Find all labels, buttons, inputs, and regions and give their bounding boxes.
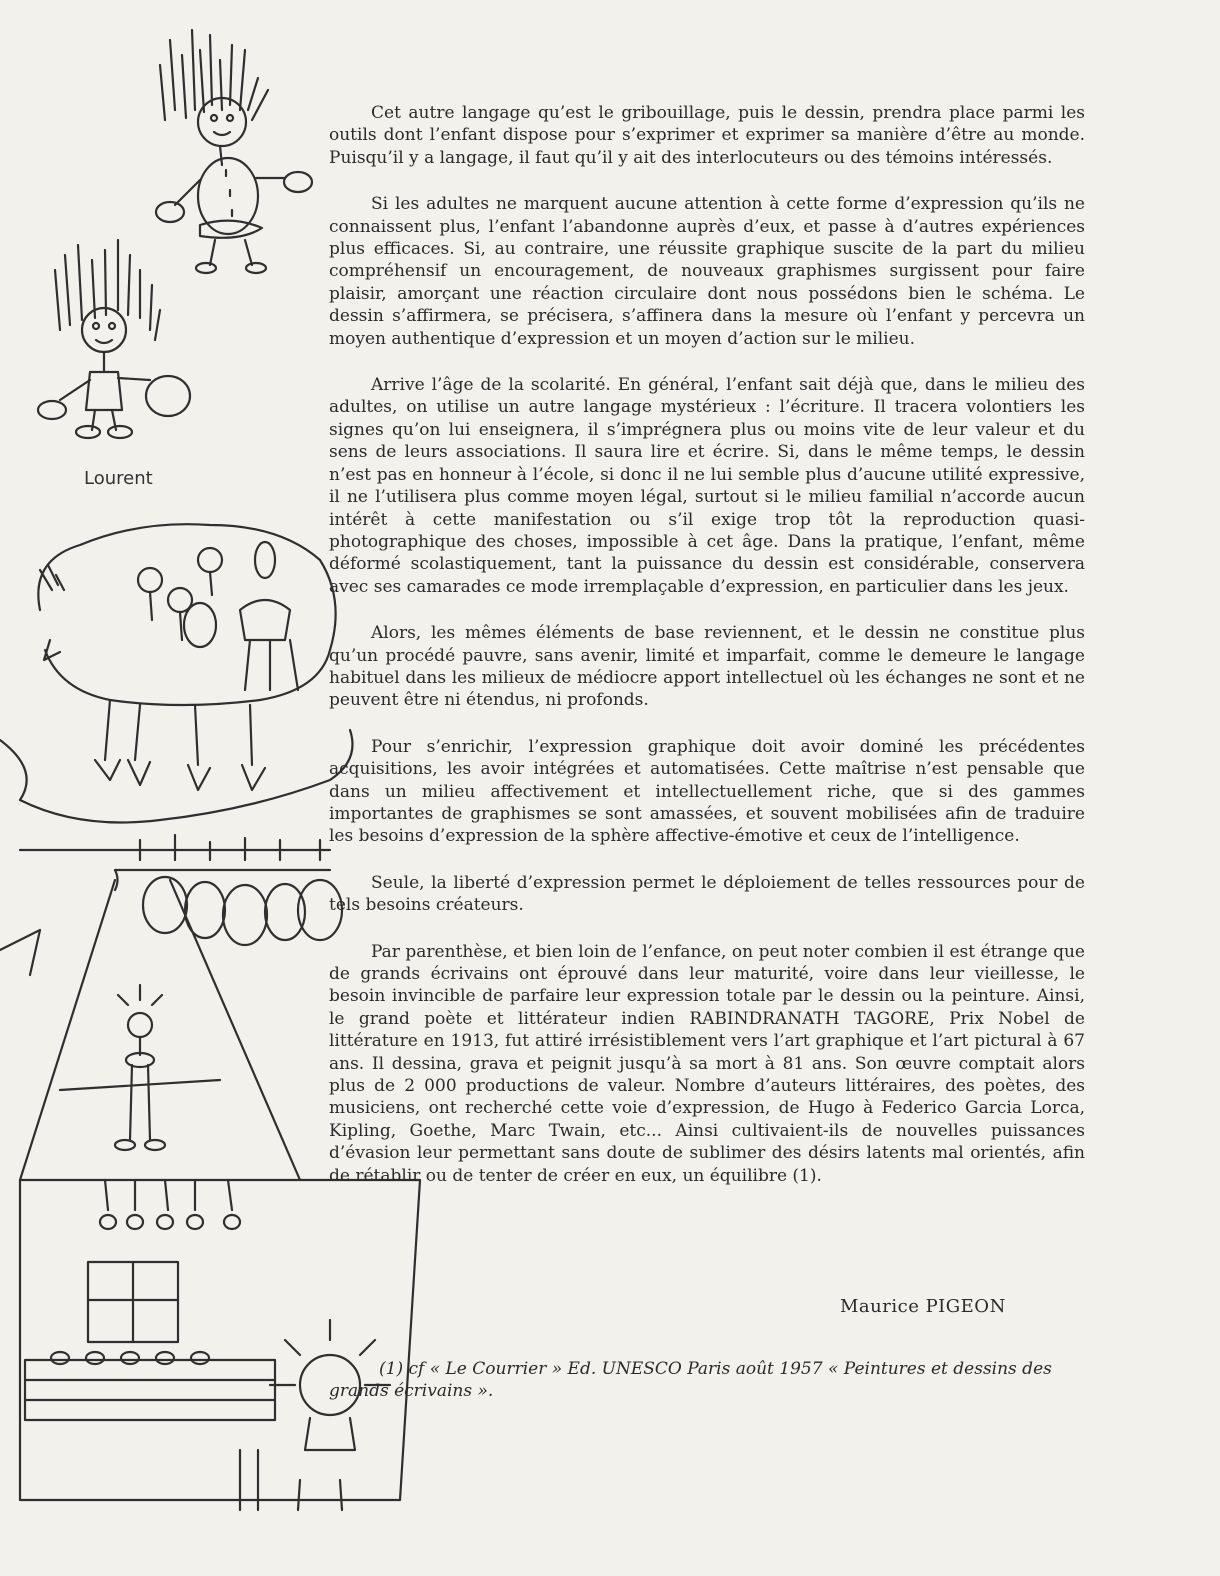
child-drawing-signature: Lourent	[84, 468, 153, 489]
author-signature: Maurice PIGEON	[840, 1296, 1006, 1317]
paragraph: Arrive l’âge de la scolarité. En général, l’enfant sait déjà que, dans le milieu des adultes, on utilise un autre langage mystérieux : l’écriture. Il tracera volontiers les signes qu’on lui enseignera, il s’imprégnera plus ou moins vite de leur valeur et du sens de leurs associations. Il saura lire et écrire. Si, dans le même temps, le dessin n’est pas en honneur à l’école, si donc il ne lui semble plus d’aucune utilité expressive, il ne l’utilisera plus comme moyen légal, surtout si le milieu familial n’accorde aucun intérêt à cette manifestation ou s’il exige trop tôt la reproduction quasi-photographique des choses, impossible à cet âge. Dans la pratique, l’enfant, même déformé scolastiquement, tant la puissance du dessin est considérable, conservera avec ses camarades ce mode irremplaçable d’expression, en particulier dans les jeux.	[329, 375, 1085, 597]
paragraph: Par parenthèse, et bien loin de l’enfance, on peut noter combien il est étrange que de grands écrivains ont éprouvé dans leur maturité, voire dans leur vieillesse, le besoin invincible de parfaire leur expression totale par le dessin ou la peinture. Ainsi, le grand poète et littérateur indien RABINDRANATH TAGORE, Prix Nobel de littérature en 1913, fut attiré irrésistiblement vers l’art graphique et l’art pictural à 67 ans. Il dessina, grava et peignit jusqu’à sa mort à 81 ans. Son œuvre comptait alors plus de 2 000 productions de valeur. Nombre d’auteurs littéraires, des poètes, des musiciens, ont recherché cette voie d’expression, de Hugo à Federico Garcia Lorca, Kipling, Goethe, Marc Twain, etc... Ainsi cultivaient-ils de nouvelles puissances d’évasion leur permettant sans doute de sublimer des désirs latents mal orientés, afin de rétablir ou de tenter de créer en eux, un équilibre (1).	[329, 941, 1085, 1186]
article-text	[329, 102, 1085, 1211]
child-drawing-figure-middle	[38, 240, 190, 438]
paragraph: Cet autre langage qu’est le gribouillage, puis le dessin, prendra place parmi les outils dont l’enfant dispose pour s’exprimer et exprimer sa manière d’être au monde. Puisqu’il y a langage, il faut qu’il y ait des interlocuteurs ou des témoins intéressés.	[329, 103, 1085, 168]
paragraph: Seule, la liberté d’expression permet le déploiement de telles ressources pour de tels besoins créateurs.	[329, 872, 1085, 916]
child-drawing-figure-top	[156, 30, 312, 273]
child-drawing-animal	[0, 524, 353, 822]
paragraph: Pour s’enrichir, l’expression graphique doit avoir dominé les précédentes acquisitions, les avoir intégrées et automatisées. Cette maîtrise n’est pensable que dans un milieu affectivement et intellectuellement riche, que si des gammes importantes de graphismes se sont amassées, et souvent mobilisées afin de traduire les besoins d’expression de la sphère affective-émotive et ceux de l’intelligence.	[329, 736, 1085, 847]
paragraph: Alors, les mêmes éléments de base reviennent, et le dessin ne constitue plus qu’un procédé pauvre, sans avenir, limité et imparfait, comme le demeure le langage habituel dans les milieux de médiocre apport intellectuel où les échanges ne sont et ne peuvent être ni étendus, ni profonds.	[329, 623, 1085, 711]
footnote: (1) cf « Le Courrier » Ed. UNESCO Paris août 1957 « Peintures et dessins des grands écrivains ».	[329, 1359, 1052, 1402]
paragraph: Si les adultes ne marquent aucune attention à cette forme d’expression qu’ils ne connaissent plus, l’enfant l’abandonne auprès d’eux, et passe à d’autres expériences plus efficaces. Si, au contraire, une réussite graphique suscite de la part du milieu compréhensif un encouragement, de nouveaux graphismes surgissent pour faire plaisir, amorçant une réaction circulaire dont nous possédons bien le schéma. Le dessin s’affirmera, se précisera, s’affinera dans la mesure où l’enfant y percevra un moyen authentique d’expression et un moyen d’action sur le milieu.	[329, 194, 1085, 349]
